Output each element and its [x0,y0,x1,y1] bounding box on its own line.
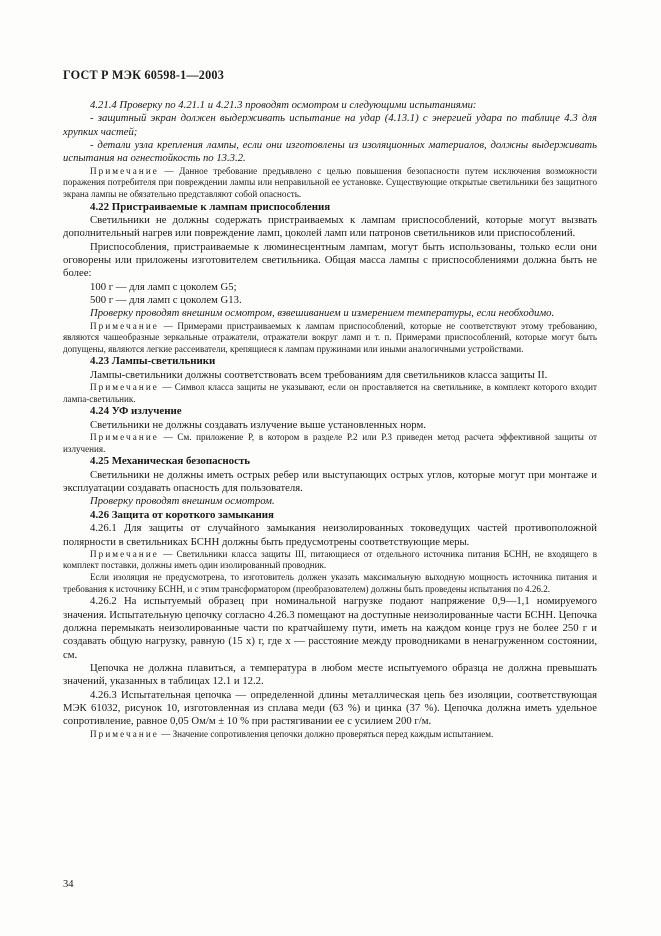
paragraph-text: 4.26.3 Испытательная цепочка — определенной длины металлическая цепь без изоляции, соответствующая МЭК 61032, рисунок 10, изготовленная из сплава меди (63 %) и цинка (37 %). Цепочка должна иметь удельное сопротивление, равное 0,05 Ом/м ± 10 % при растягивании ее с усилием 200 г/м. [63,688,597,728]
section-heading [63,509,597,522]
body-paragraph [63,595,597,662]
paragraph-text: — Данное требование предъявлено с целью повышения безопасности путем исключения возможности поражения потребителя при повреждении лампы или неправильной ее установке. Существующие открытые светильники без защитного экрана лампы не обязательно представляют собой опасность. [63,165,597,199]
paragraph-text: 4.26 Защита от короткого замыкания [90,508,274,521]
body-paragraph [63,307,597,320]
note-label: Примечание [90,548,159,559]
paragraph-text: 4.25 Механическая безопасность [90,455,251,468]
note-label: Примечание [90,728,159,739]
note-paragraph [63,321,597,356]
paragraph-text: — Символ класса защиты не указывают, если он проставляется на светильнике, в комплект которого входит лампа-светильник. [63,382,598,404]
paragraph-text: - детали узла крепления лампы, если они изготовлены из изоляционных материалов, должны выдерживать испытания на огнестойкость по 13.3.2. [63,139,597,165]
body-paragraph [63,495,597,508]
body-paragraph [63,689,597,729]
body-paragraph [63,369,597,382]
paragraph-text: Если изоляция не предусмотрена, то изготовитель должен указать максимальную выходную мощность источника питания и требования к источнику БСНН, и с этим трансформатором (преобразователем) должны быть проведены испытания по 4.26.2. [63,572,597,594]
note-label: Примечание [90,165,159,176]
paragraph-text: 500 г — для ламп с цоколем G13. [90,293,242,306]
section-heading [63,201,597,214]
page-header: ГОСТ Р МЭК 60598-1—2003 [63,68,224,82]
paragraph-text: Приспособления, пристраиваемые к люминесцентным лампам, могут быть использованы, только если они оговорены или приложены изготовителем светильника. Общая масса лампы с приспособлениями должна быть не более: [63,240,597,280]
body-paragraph [63,214,597,241]
section-heading [63,355,597,368]
note-label: Примечание [90,382,159,393]
body-paragraph [63,112,597,139]
note-paragraph [63,166,597,201]
paragraph-text: — Примерами пристраиваемых к лампам приспособлений, которые не соответствуют этому требованию, являются чашеобразные зеркальные отражатели, отражатели вокруг ламп и т. п. Примерами приспособлений, которые могут быть допущены, являются легкие рассеиватели, крепящиеся к лампам пружинами или иными аналогичными устройствами. [63,320,597,354]
body-paragraph [63,294,597,307]
note-paragraph [63,729,597,741]
paragraph-text: Светильники не должны иметь острых ребер или выступающих острых углов, которые могут при монтаже и эксплуатации создавать опасность для пользователя. [63,468,597,495]
paragraph-text: - защитный экран должен выдерживать испытание на удар (4.13.1) с энергией удара по таблице 4.3 для хрупких частей; [63,112,597,138]
body-paragraph [63,139,597,166]
paragraph-text: Светильники не должны создавать излучение выше установленных норм. [90,418,426,431]
note-label: Примечание [90,432,159,443]
paragraph-text: — Значение сопротивления цепочки должно проверяться перед каждым испытанием. [161,728,494,739]
document-body [63,99,597,740]
note-paragraph [63,572,597,595]
body-paragraph [63,469,597,496]
paragraph-text: Проверку проводят внешним осмотром, взвешиванием и измерением температуры, если необходимо. [90,307,555,320]
paragraph-text: — См. приложение Р, в котором в разделе Р.2 или Р.3 приведен метод расчета эффективной защиты от излучения. [63,432,597,454]
body-paragraph [63,241,597,281]
paragraph-text: 4.26.2 На испытуемый образец при номинальной нагрузке подают напряжение 0,9—1,1 номируемого значения. Испытательную цепочку согласно 4.26.3 помещают на доступные неизолированные части БСНН. Цепочка должна перемыкать неизолированные части по кратчайшему пути, иметь на каждом конце груз не более 250 г и создавать общую нагрузку, равную (15 x) г, где x — расстояние между проводниками в ненагруженном состоянии, см. [63,595,597,661]
paragraph-text: 4.26.1 Для защиты от случайного замыкания неизолированных токоведущих частей противоположной полярности в светильниках БСНН должны быть предусмотрены соответствующие меры. [63,522,597,548]
paragraph-text: Цепочка не должна плавиться, а температура в любом месте испытуемого образца не должна превышать значений, указанных в таблицах 12.1 и 12.2. [63,661,597,688]
paragraph-text: 4.22 Пристраиваемые к лампам приспособления [90,200,331,213]
paragraph-text: 4.23 Лампы-светильники [90,355,216,368]
note-paragraph [63,382,597,405]
section-heading [63,405,597,418]
paragraph-text: 4.24 УФ излучение [90,405,182,418]
paragraph-text: Лампы-светильники должны соответствовать всем требованиям для светильников класса защиты II. [90,368,548,381]
page-number: 34 [63,879,74,890]
section-heading [63,455,597,468]
note-paragraph [63,549,597,572]
note-paragraph [63,432,597,455]
paragraph-text: 100 г — для ламп с цоколем G5; [90,280,237,293]
body-paragraph [63,99,597,112]
paragraph-text: 4.21.4 Проверку по 4.21.1 и 4.21.3 проводят осмотром и следующими испытаниями: [90,99,477,111]
body-paragraph [63,281,597,294]
paragraph-text: Светильники не должны содержать пристраиваемых к лампам приспособлений, которые могут вызвать дополнительный нагрев или повреждение ламп, цоколей ламп или патронов светильников или приспособлений. [63,213,597,240]
paragraph-text: — Светильники класса защиты III, питающиеся от отдельного источника питания БСНН, не входящего в комплект поставки, должны иметь один изолированный проводник. [63,548,597,571]
body-paragraph [63,522,597,549]
paragraph-text: Проверку проводят внешним осмотром. [90,495,275,508]
body-paragraph [63,662,597,689]
body-paragraph [63,419,597,432]
note-label: Примечание [90,320,159,331]
